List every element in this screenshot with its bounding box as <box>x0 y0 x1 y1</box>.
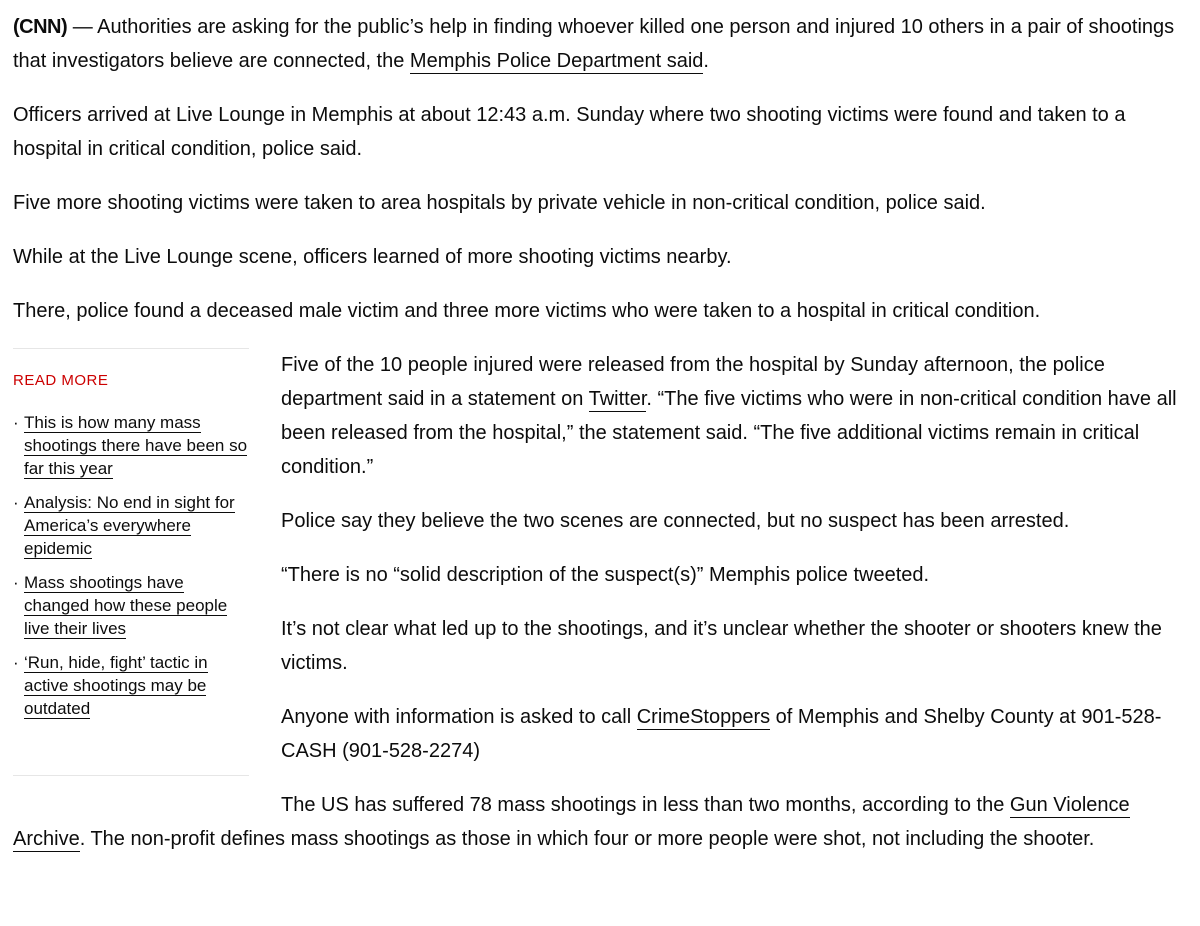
twitter-link[interactable]: Twitter <box>588 388 647 410</box>
read-more-list <box>13 411 249 720</box>
paragraph-3: Five more shooting victims were taken to area hospitals by private vehicle in non-critical condition, police said. <box>13 192 986 214</box>
gun-violence-archive-link[interactable]: Gun Violence Archive <box>13 794 1130 850</box>
bullet-icon: · <box>13 653 19 672</box>
paragraph-5: There, police found a deceased male victim and three more victims who were taken to a hospital in critical condition. <box>13 300 1041 322</box>
paragraph-6-quote: . “The five victims who were in non-critical condition have all been released from the hospital,” the statement said. “The five additional victims remain in critical condition.” <box>281 388 1177 478</box>
paragraph-1-text: Authorities are asking for the public’s help in finding whoever killed one person and injured 10 others in a pair of shootings that investigators believe are connected, the <box>13 16 1175 72</box>
crimestoppers-link[interactable]: CrimeStoppers <box>636 706 771 728</box>
paragraph-11-text: The US has suffered 78 mass shootings in less than two months, according to the <box>281 794 1010 816</box>
read-more-item <box>13 571 249 640</box>
read-more-link-analysis[interactable]: Analysis: No end in sight for America’s everywhere epidemic <box>24 493 235 558</box>
paragraph-11-end: . The non-profit defines mass shootings as those in which four or more people were shot, not including the shooter. <box>79 828 1095 850</box>
read-more-box <box>13 348 249 776</box>
paragraph-1-end: . <box>703 50 709 72</box>
read-more-link-run-hide-fight[interactable]: ‘Run, hide, fight’ tactic in active shootings may be outdated <box>24 653 208 718</box>
paragraph-11 <box>13 788 1193 856</box>
read-more-title: READ MORE <box>13 372 109 389</box>
read-more-item <box>13 491 249 560</box>
bullet-icon: · <box>13 573 19 592</box>
read-more-item <box>13 411 249 480</box>
paragraph-2: Officers arrived at Live Lounge in Memphis at about 12:43 a.m. Sunday where two shooting victims were found and taken to a hospital in critical condition, police said. <box>13 104 1126 160</box>
paragraph-10-text: Anyone with information is asked to call <box>281 706 637 728</box>
memphis-police-link[interactable]: Memphis Police Department said <box>409 50 704 72</box>
paragraph-1 <box>13 10 1193 78</box>
paragraph-10-end: of Memphis and Shelby County at 901-528-CASH (901-528-2274) <box>281 706 1162 762</box>
read-more-item <box>13 651 249 720</box>
paragraph-8: “There is no “solid description of the suspect(s)” Memphis police tweeted. <box>281 564 930 586</box>
bullet-icon: · <box>13 493 19 512</box>
dateline: (CNN) <box>13 16 68 38</box>
read-more-link-mass-shootings-count[interactable]: This is how many mass shootings there have been so far this year <box>24 413 248 478</box>
paragraph-7: Police say they believe the two scenes are connected, but no suspect has been arrested. <box>281 510 1070 532</box>
paragraph-6-text: Five of the 10 people injured were released from the hospital by Sunday afternoon, the police department said in a statement on <box>281 354 1105 410</box>
paragraph-4: While at the Live Lounge scene, officers learned of more shooting victims nearby. <box>13 246 732 268</box>
read-more-link-changed-lives[interactable]: Mass shootings have changed how these people live their lives <box>24 573 228 638</box>
paragraph-9: It’s not clear what led up to the shootings, and it’s unclear whether the shooter or shooters knew the victims. <box>281 618 1162 674</box>
bullet-icon: · <box>13 413 19 432</box>
dateline-dash: — <box>67 16 98 38</box>
